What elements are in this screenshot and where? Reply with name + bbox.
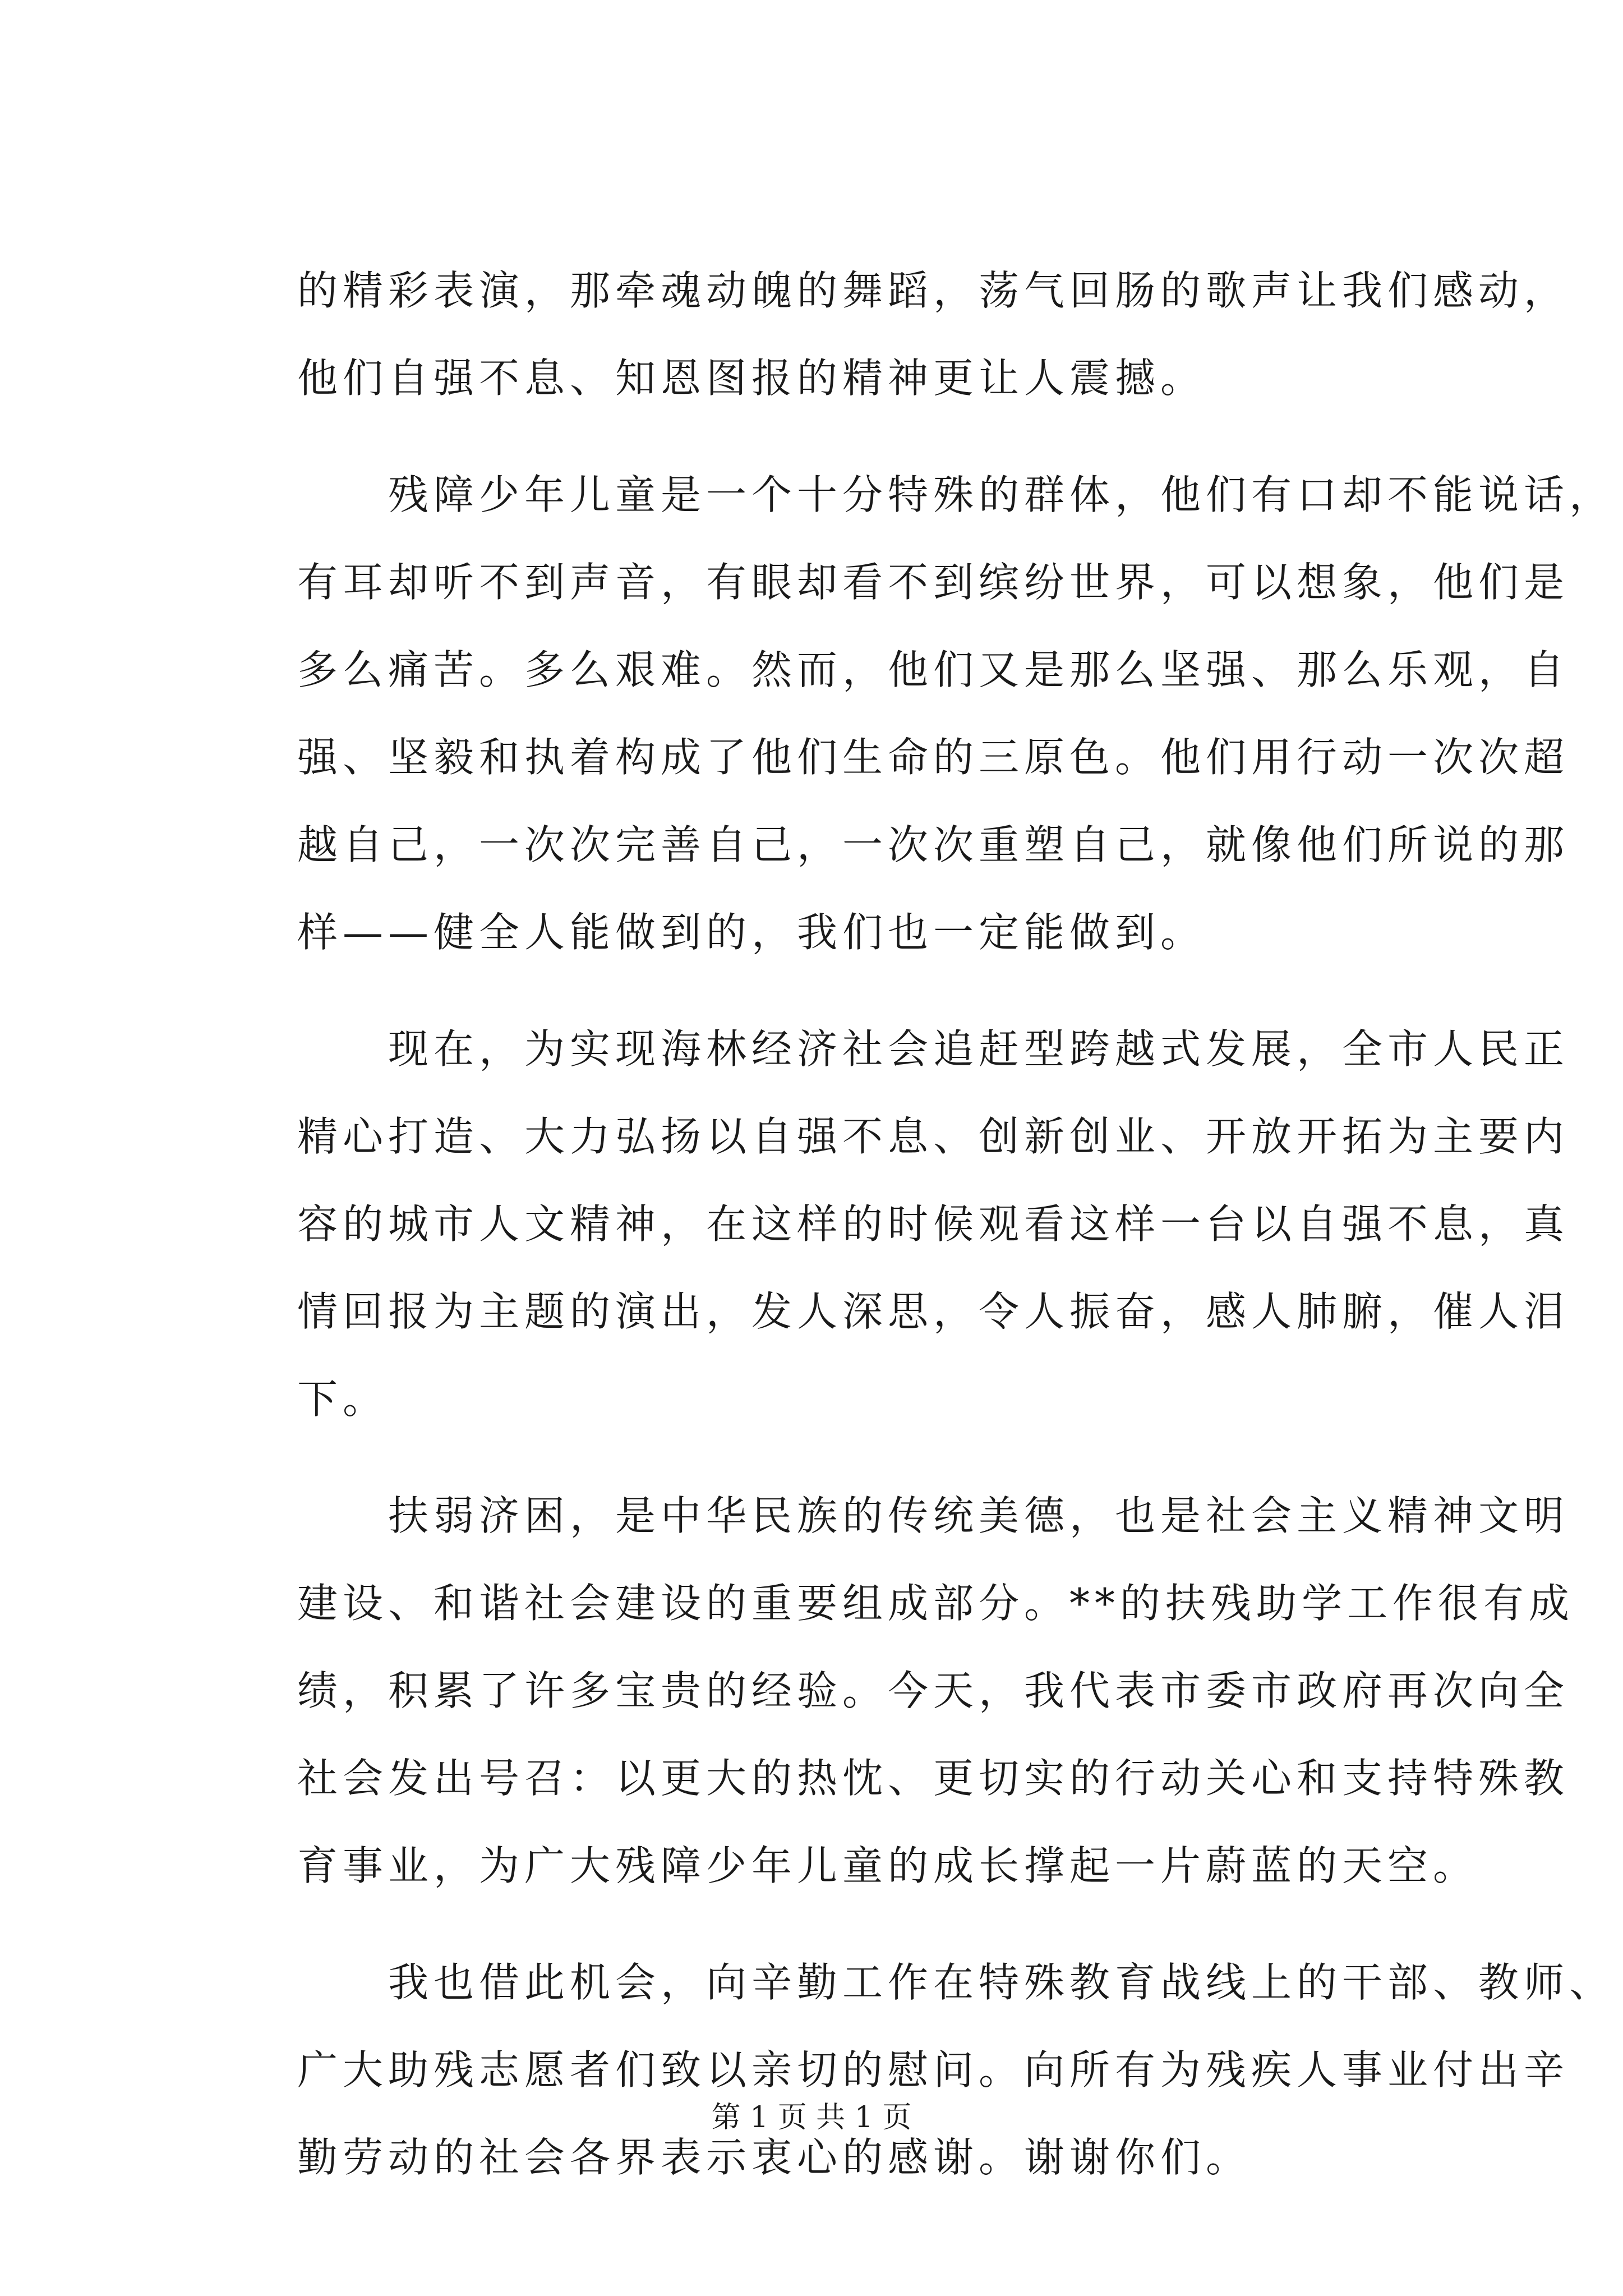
text-line: 广大助残志愿者们致以亲切的慰问。向所有为残疾人事业付出辛 — [297, 2046, 1570, 2093]
text-line: 下。 — [297, 1375, 389, 1423]
text-line: 社会发出号召：以更大的热忱、更切实的行动关心和支持特殊教 — [297, 1755, 1570, 1802]
paragraph — [297, 247, 1570, 422]
paragraph — [297, 451, 1615, 976]
text-line: 情回报为主题的演出，发人深思，令人振奋，感人肺腑，催人泪 — [297, 1288, 1570, 1335]
page-number: 第 1 页 共 1 页 — [711, 2101, 912, 2134]
text-line: 残障少年儿童是一个十分特殊的群体，他们有口却不能说话， — [388, 471, 1615, 518]
text-line: 容的城市人文精神，在这样的时候观看这样一台以自强不息，真 — [297, 1200, 1570, 1248]
paragraph — [297, 1005, 1570, 1443]
text-line: 扶弱济困，是中华民族的传统美德，也是社会主义精神文明 — [388, 1492, 1570, 1539]
text-line: 勤劳动的社会各界表示衷心的感谢。谢谢你们。 — [297, 2134, 1252, 2181]
text-line: 有耳却听不到声音，有眼却看不到缤纷世界，可以想象，他们是 — [297, 559, 1570, 606]
text-line: 现在，为实现海林经济社会追赶型跨越式发展，全市人民正 — [388, 1025, 1570, 1073]
text-line: 的精彩表演，那牵魂动魄的舞蹈，荡气回肠的歌声让我们感动， — [297, 267, 1570, 314]
paragraph — [297, 1939, 1615, 2201]
text-line: 育事业，为广大残障少年儿童的成长撑起一片蔚蓝的天空。 — [297, 1842, 1479, 1889]
page-footer — [0, 2101, 1623, 2134]
text-line: 他们自强不息、知恩图报的精神更让人震撼。 — [297, 355, 1206, 402]
text-line: 样——健全人能做到的，我们也一定能做到。 — [297, 909, 1206, 956]
text-line: 建设、和谐社会建设的重要组成部分。**的扶残助学工作很有成 — [297, 1580, 1575, 1627]
text-line: 多么痛苦。多么艰难。然而，他们又是那么坚强、那么乐观，自 — [297, 646, 1570, 693]
text-line: 越自己，一次次完善自己，一次次重塑自己，就像他们所说的那 — [297, 821, 1570, 868]
document-body — [297, 247, 1615, 2201]
text-line: 精心打造、大力弘扬以自强不息、创新创业、开放开拓为主要内 — [297, 1113, 1570, 1160]
text-line: 强、坚毅和执着构成了他们生命的三原色。他们用行动一次次超 — [297, 734, 1570, 781]
paragraph — [297, 1472, 1575, 1910]
text-line: 绩，积累了许多宝贵的经验。今天，我代表市委市政府再次向全 — [297, 1667, 1570, 1714]
text-line: 我也借此机会，向辛勤工作在特殊教育战线上的干部、教师、 — [388, 1959, 1615, 2006]
